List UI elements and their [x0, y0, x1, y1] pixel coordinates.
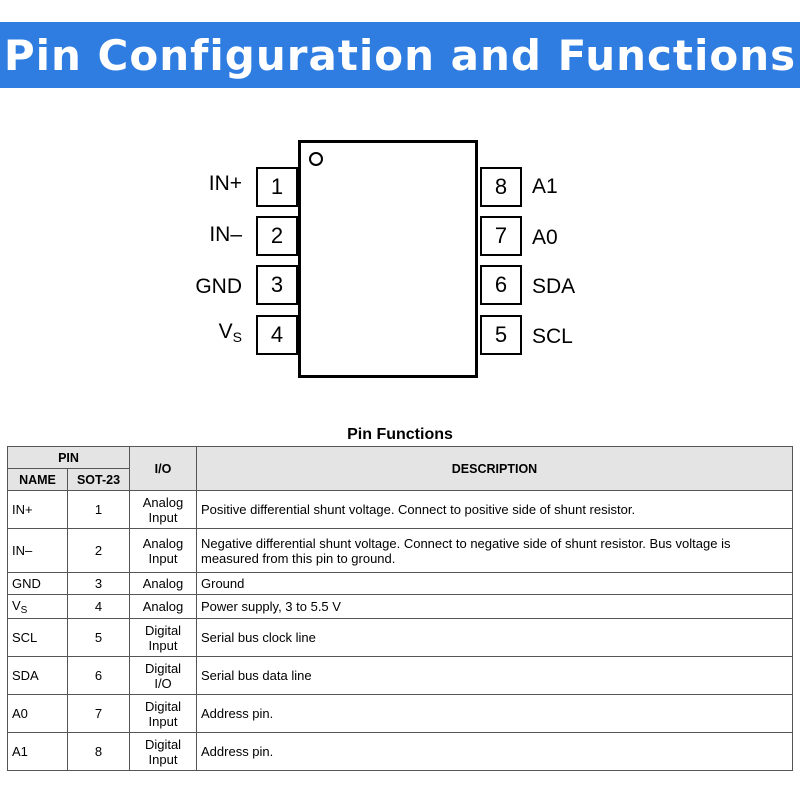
pin-label-a0: A0: [532, 226, 558, 249]
cell-pin: 6: [68, 657, 130, 695]
cell-pin: 8: [68, 733, 130, 771]
cell-description: Address pin.: [197, 695, 793, 733]
cell-name: IN+: [8, 491, 68, 529]
cell-description: Power supply, 3 to 5.5 V: [197, 595, 793, 619]
cell-name: SCL: [8, 619, 68, 657]
header-description: DESCRIPTION: [197, 447, 793, 491]
pin-box-6: 6: [480, 265, 522, 305]
cell-io: Analog: [130, 573, 197, 595]
cell-io-line2: Input: [148, 751, 178, 767]
table-row: [8, 695, 793, 733]
pin-label-in-minus: IN–: [209, 223, 242, 246]
pin-box-5: 5: [480, 315, 522, 355]
cell-pin: 1: [68, 491, 130, 529]
header-name: NAME: [8, 469, 68, 491]
cell-pin: 5: [68, 619, 130, 657]
cell-io-line1: Analog: [142, 535, 184, 551]
pin-label-vs-main: V: [218, 320, 233, 343]
cell-io-line1: Digital: [144, 622, 182, 638]
pin-label-scl: SCL: [532, 325, 573, 348]
table-row: [8, 529, 793, 573]
cell-io: [130, 733, 197, 771]
pin-functions-table: [7, 446, 793, 771]
cell-description: Serial bus data line: [197, 657, 793, 695]
pin-box-1: 1: [256, 167, 298, 207]
cell-io-line1: Digital: [144, 736, 182, 752]
title-banner: [0, 22, 800, 88]
pin-box-4: 4: [256, 315, 298, 355]
cell-io-line2: I/O: [154, 675, 172, 691]
pin-box-8: 8: [480, 167, 522, 207]
cell-io-line2: Input: [148, 509, 178, 525]
cell-pin: 3: [68, 573, 130, 595]
cell-io-line1: Digital: [144, 698, 182, 714]
table-row: [8, 595, 793, 619]
cell-io: [130, 529, 197, 573]
table-row: [8, 491, 793, 529]
chip-body: [298, 140, 478, 378]
cell-io: [130, 619, 197, 657]
pin1-indicator-icon: [309, 152, 323, 166]
cell-description: Ground: [197, 573, 793, 595]
table-row: [8, 619, 793, 657]
pin-label-sda: SDA: [532, 275, 576, 298]
cell-io-line1: Digital: [144, 660, 182, 676]
cell-name-sub: S: [20, 604, 28, 616]
pin-label-in-plus: IN+: [208, 172, 242, 195]
table-title: Pin Functions: [347, 426, 453, 443]
cell-io-line2: Input: [148, 637, 178, 653]
pin-box-2: 2: [256, 216, 298, 256]
pin-label-gnd: GND: [195, 275, 242, 298]
cell-description: Address pin.: [197, 733, 793, 771]
table-row: [8, 733, 793, 771]
header-io: I/O: [130, 447, 197, 491]
pin-box-3: 3: [256, 265, 298, 305]
cell-io: Analog: [130, 595, 197, 619]
cell-name-main: V: [12, 597, 21, 613]
header-package: SOT-23: [68, 469, 130, 491]
cell-pin: 4: [68, 595, 130, 619]
cell-io: [130, 695, 197, 733]
cell-io: [130, 491, 197, 529]
page-title: Pin Configuration and Functions: [3, 30, 797, 80]
cell-io-line2: Input: [148, 713, 178, 729]
pin-label-vs-sub: S: [232, 329, 242, 345]
cell-name: A0: [8, 695, 68, 733]
cell-description: Negative differential shunt voltage. Connect to negative side of shunt resistor. Bus voltage is measured from this pin to ground.: [197, 529, 793, 573]
table-row: [8, 657, 793, 695]
cell-name: GND: [8, 573, 68, 595]
cell-name: IN–: [8, 529, 68, 573]
cell-description: Serial bus clock line: [197, 619, 793, 657]
cell-name: SDA: [8, 657, 68, 695]
table-row: [8, 573, 793, 595]
cell-name: A1: [8, 733, 68, 771]
cell-io-line1: Analog: [142, 494, 184, 510]
cell-pin: 7: [68, 695, 130, 733]
cell-io-line2: Input: [148, 550, 178, 566]
cell-pin: 2: [68, 529, 130, 573]
pin-label-vs: [152, 320, 242, 349]
pin-label-a1: A1: [532, 175, 558, 198]
header-pin: PIN: [8, 447, 130, 469]
cell-name: [8, 595, 68, 619]
pin-box-7: 7: [480, 216, 522, 256]
cell-io: [130, 657, 197, 695]
cell-description: Positive differential shunt voltage. Connect to positive side of shunt resistor.: [197, 491, 793, 529]
